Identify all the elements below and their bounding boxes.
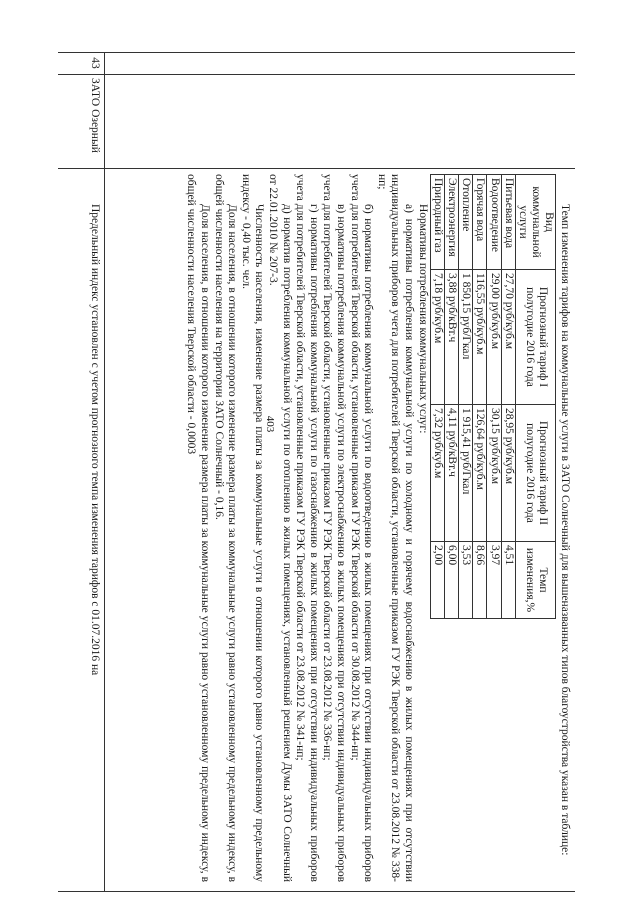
table-border-left	[58, 52, 575, 53]
cell-tariff-h2: 1 915,41 руб/Гкал	[458, 405, 472, 542]
tariff-table	[430, 174, 557, 619]
table-row	[501, 175, 515, 619]
cell-service: Отопление	[458, 175, 472, 270]
cell-tariff-h1: 116,55 руб/куб.м	[473, 270, 487, 405]
share-region-paragraph: Доля населения, в отношении которого изменение размера платы за коммунальные услуги равно установленному предельному индексу, в общей численности населения Тверской области - 0,0003	[185, 174, 212, 882]
norms-heading: Нормативы потребления коммунальных услуг:	[416, 204, 429, 434]
norm-paragraph-d: г) нормативы потребления коммунальной услуги по газоснабжению в жилых помещениях при отсутствии индивидуальных приборов учета для потребителей Тверской области, установленные приказом ГУ РЭК Тверской области от 23.08.2012 № 341-нп;	[294, 174, 320, 882]
cell-tariff-h1: 29,00 руб/куб.м	[487, 270, 501, 405]
intro-text: Темп изменения тарифов на коммунальные услуги в ЗАТО Солнечный для вышеназванных типов благоустройства указан в таблице:	[559, 204, 571, 856]
tariff-description	[184, 174, 571, 882]
cell-rate: 3,53	[458, 542, 472, 619]
page-number: 403	[264, 415, 276, 433]
norm-paragraph-b: б) нормативы потребления коммунальной услуги по водоотведению в жилых помещениях при отсутствии индивидуальных приборов учета для потребителей Тверской области, установленные приказом ГУ РЭК Тверской области от 30.08.2012 № 344-нп;	[348, 174, 375, 882]
norm-paragraph-e: д) норматив потребления коммунальной услуги по отоплению в жилых помещениях, установленный решением Думы ЗАТО Солнечный от 22.01.2010 № 207-3.	[267, 174, 293, 882]
tariff-header-row	[515, 175, 556, 619]
norm-paragraph-c: в) нормативы потребления коммунальной услуги по электроснабжению в жилых помещениях при отсутствии индивидуальных приборов учета для потребителей Тверской области, установленные приказом ГУ РЭК Тверской области от 23.08.2012 № 336-нп;	[321, 174, 348, 882]
cell-rate: 6,00	[444, 542, 458, 619]
cell-service: Природный газ	[430, 175, 444, 270]
header-rate: Темп изменения,%	[515, 542, 556, 619]
population-paragraph: Численность населения, изменение размера платы за коммунальные услуги в отношении которого равно установленному предельному индексу - 0,40 тыс. чел.	[239, 174, 266, 882]
cell-tariff-h1: 7,18 руб/куб.м	[430, 270, 444, 405]
table-row	[444, 175, 458, 619]
table-row	[458, 175, 472, 619]
cell-tariff-h2: 7,32 руб/куб.м	[430, 405, 444, 542]
table-row	[473, 175, 487, 619]
header-service: Вид коммунальной услуги	[515, 175, 556, 270]
cell-tariff-h2: 126,64 руб/куб.м	[473, 405, 487, 542]
cell-rate: 4,51	[501, 542, 515, 619]
table-row	[430, 175, 444, 619]
cell-tariff-h1: 1 850,15 руб/Гкал	[458, 270, 472, 405]
cell-rate: 8,66	[473, 542, 487, 619]
norm-paragraph-a: а) нормативы потребления коммунальной услуги по холодному и горячему водоснабжению в жилых помещениях при отсутствии индивидуальных приборов учета для потребителей Тверской области, установленные приказом ГУ РЭК Тверской области от 23.08.2012 № 338-нп;	[375, 174, 415, 882]
main-table	[58, 52, 575, 892]
cell-rate: 3,97	[487, 542, 501, 619]
cell-tariff-h2: 4,11 руб/кВт.ч	[444, 405, 458, 542]
row-divider	[104, 52, 105, 892]
cell-service: Электроэнергия	[444, 175, 458, 270]
cell-service: Питьевая вода	[501, 175, 515, 270]
col-divider-1	[58, 74, 575, 75]
header-tariff-h1: Прогнозный тариф I полугодие 2016 года	[515, 270, 556, 405]
cell-tariff-h2: 28,95 руб/куб.м	[501, 405, 515, 542]
header-tariff-h2: Прогнозный тариф II полугодие 2016 года	[515, 405, 556, 542]
cell-tariff-h1: 3,88 руб/кВт.ч	[444, 270, 458, 405]
cell-service: Горячая вода	[473, 175, 487, 270]
row-description: Предельный индекс установлен с учетом прогнозного темпа изменения тарифов с 01.07.2016 на	[89, 204, 101, 676]
cell-rate: 2,00	[430, 542, 444, 619]
cell-tariff-h2: 30,15 руб/куб.м	[487, 405, 501, 542]
cell-tariff-h1: 27,70 руб/куб.м	[501, 270, 515, 405]
row-number: 43	[89, 57, 101, 69]
table-row	[487, 175, 501, 619]
cell-service: Водоотведение	[487, 175, 501, 270]
col-divider-2	[58, 168, 575, 169]
municipality-name: ЗАТО Озерный	[89, 78, 101, 153]
table-border-right	[58, 891, 575, 892]
share-zato-paragraph: Доля населения, в отношении которого изменение размера платы за коммунальные услуги равно установленному предельному индексу, в общей численности населения на территории ЗАТО Солнечный - 0,16.	[212, 174, 239, 882]
